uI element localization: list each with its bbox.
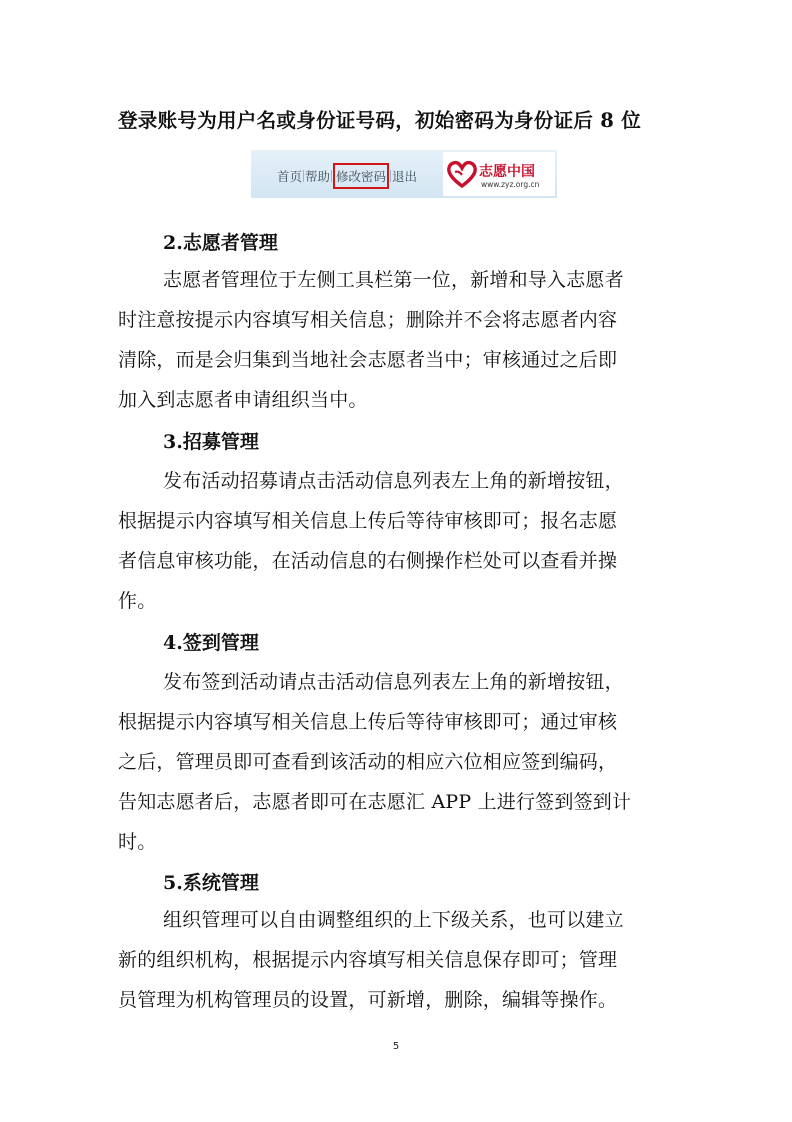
section-heading: 5.系统管理: [163, 872, 259, 894]
nav-links: [277, 167, 417, 185]
paragraph-line: 告知志愿者后，志愿者即可在志愿汇 APP 上进行签到签到计: [118, 791, 632, 813]
change-password-label: 修改密码: [336, 169, 387, 184]
section-heading: 4.签到管理: [163, 632, 259, 654]
nav-link-help[interactable]: 帮助: [305, 169, 331, 184]
section-paragraph: [118, 461, 678, 621]
section-paragraph: [118, 662, 678, 862]
nav-divider: [331, 170, 332, 182]
paragraph-line: 组织管理可以自由调整组织的上下级关系，也可以建立: [163, 909, 624, 931]
paragraph-line: 之后，管理员即可查看到该活动的相应六位相应签到编码，: [118, 751, 618, 773]
paragraph-line: 根据提示内容填写相关信息上传后等待审核即可；通过审核: [118, 711, 618, 733]
paragraph-line: 加入到志愿者申请组织当中。: [118, 389, 368, 411]
page-number: 5: [392, 1041, 400, 1052]
section-paragraph: [118, 900, 678, 1020]
zyz-logo: [443, 152, 555, 196]
paragraph-line: 员管理为机构管理员的设置，可新增，删除，编辑等操作。: [118, 989, 618, 1011]
paragraph-line: 新的组织机构，根据提示内容填写相关信息保存即可；管理: [118, 949, 618, 971]
paragraph-line: 作。: [118, 590, 157, 612]
login-instruction: 登录账号为用户名或身份证号码，初始密码为身份证后 8 位: [118, 109, 642, 132]
section-paragraph: [118, 260, 678, 420]
nav-link-home[interactable]: 首页: [277, 169, 303, 184]
paragraph-line: 发布签到活动请点击活动信息列表左上角的新增按钮，: [163, 671, 624, 693]
paragraph-line: 根据提示内容填写相关信息上传后等待审核即可；报名志愿: [118, 510, 618, 532]
paragraph-line: 时注意按提示内容填写相关信息；删除并不会将志愿者内容: [118, 309, 618, 331]
section-heading: 2.志愿者管理: [163, 232, 278, 254]
paragraph-line: 志愿者管理位于左侧工具栏第一位，新增和导入志愿者: [163, 269, 624, 291]
paragraph-line: 者信息审核功能，在活动信息的右侧操作栏处可以查看并操: [118, 550, 618, 572]
nav-link-change-password[interactable]: [333, 163, 389, 189]
section-heading: 3.招募管理: [163, 431, 259, 453]
heart-icon: [447, 160, 477, 188]
logo-title: 志愿中国: [479, 164, 535, 180]
paragraph-line: 清除，而是会归集到当地社会志愿者当中；审核通过之后即: [118, 349, 618, 371]
paragraph-line: 发布活动招募请点击活动信息列表左上角的新增按钮，: [163, 470, 624, 492]
nav-divider: [390, 170, 391, 182]
logo-url: www.zyz.org.cn: [481, 180, 540, 189]
nav-link-logout[interactable]: 退出: [392, 169, 418, 184]
nav-bar-screenshot: [251, 150, 557, 198]
nav-divider: [303, 170, 304, 182]
paragraph-line: 时。: [118, 831, 157, 853]
